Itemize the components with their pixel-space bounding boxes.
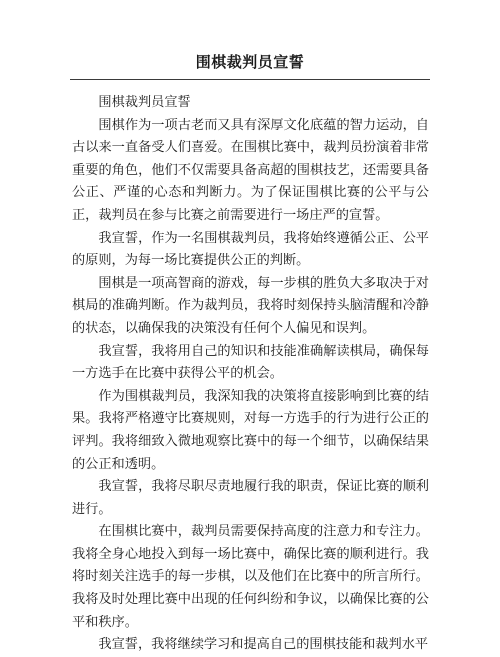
paragraph: 我宣誓，我将用自己的知识和技能准确解读棋局，确保每一方选手在比赛中获得公平的机会。: [72, 343, 429, 382]
document-body: [0, 92, 500, 657]
paragraph: 作为围棋裁判员，我深知我的决策将直接影响到比赛的结果。我将严格遵守比赛规则，对每一方选手的行为进行公正的评判。我将细致入微地观察比赛中的每一个细节，以确保结果的公正和透明。: [72, 388, 429, 472]
paragraph: 我宣誓，作为一名围棋裁判员，我将始终遵循公正、公平的原则，为每一场比赛提供公正的判断。: [72, 230, 429, 269]
paragraph: 我宣誓，我将尽职尽责地履行我的职责，保证比赛的顺利进行。: [72, 479, 429, 517]
paragraph: 我宣誓，我将继续学习和提高自己的围棋技能和裁判水平: [98, 637, 429, 653]
paragraph: 在围棋比赛中，裁判员需要保持高度的注意力和专注力。我将全身心地投入到每一场比赛中，确保比赛的顺利进行。我将时刻关注选手的每一步棋，以及他们在比赛中的所言所行。我将及时处理比赛中出现的任何纠纷和争议，以确保比赛的公平和秩序。: [72, 524, 429, 630]
title-divider: [70, 79, 430, 80]
paragraph: 围棋是一项高智商的游戏，每一步棋的胜负大多取决于对棋局的准确判断。作为裁判员，我将时刻保持头脑清醒和冷静的状态，以确保我的决策没有任何个人偏见和误判。: [72, 275, 429, 336]
document-title: 围棋裁判员宣誓: [195, 53, 305, 71]
paragraph-heading: 围棋裁判员宣誓: [98, 95, 191, 110]
paragraph: 围棋作为一项古老而又具有深厚文化底蕴的智力运动，自古以来一直备受人们喜爱。在围棋比赛中，裁判员扮演着非常重要的角色，他们不仅需要具备高超的围棋技艺，还需要具备公正、严谨的心态和判断力。为了保证围棋比赛的公平与公正，裁判员在参与比赛之前需要进行一场庄严的宣誓。: [72, 117, 429, 223]
